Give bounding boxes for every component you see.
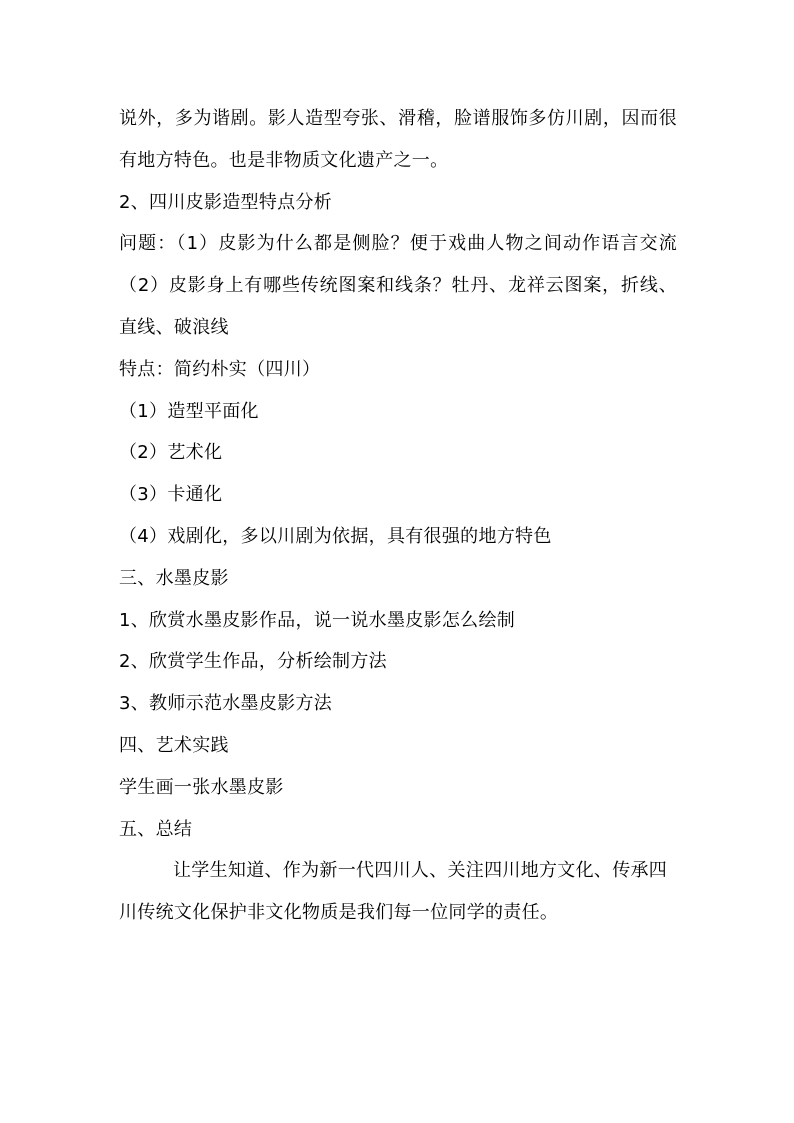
list-item: （4）戏剧化，多以川剧为依据，具有很强的地方特色	[119, 525, 552, 547]
list-item: （2）艺术化	[119, 442, 223, 464]
paragraph-line: 说外，多为谐剧。影人造型夸张、滑稽，脸谱服饰多仿川剧，因而很	[119, 108, 677, 129]
paragraph-line: 特点：简约朴实（四川）	[119, 358, 321, 380]
paragraph-line: 问题：（1）皮影为什么都是侧脸？便于戏曲人物之间动作语言交流	[119, 233, 677, 255]
section-heading: 2、四川皮影造型特点分析	[119, 191, 333, 213]
section-heading: 四、艺术实践	[119, 734, 229, 756]
paragraph-line: （2）皮影身上有哪些传统图案和线条？牡丹、龙祥云图案，折线、	[119, 275, 677, 297]
paragraph-line: 让学生知道、作为新一代四川人、关注四川地方文化、传承四	[173, 860, 668, 882]
paragraph-line: 学生画一张水墨皮影	[119, 776, 284, 798]
list-item: （1）造型平面化	[119, 400, 259, 422]
list-item: （3）卡通化	[119, 484, 223, 506]
paragraph-line: 川传统文化保护非文化物质是我们每一位同学的责任。	[119, 902, 559, 924]
paragraph-line: 有地方特色。也是非物质文化遗产之一。	[119, 149, 449, 171]
list-item: 2、欣赏学生作品，分析绘制方法	[119, 651, 387, 673]
document-body	[119, 98, 679, 934]
list-item: 3、教师示范水墨皮影方法	[119, 693, 333, 715]
section-heading: 五、总结	[119, 818, 193, 840]
paragraph-line: 直线、破浪线	[119, 316, 229, 338]
section-heading: 三、水墨皮影	[119, 567, 229, 589]
list-item: 1、欣赏水墨皮影作品，说一说水墨皮影怎么绘制	[119, 609, 516, 631]
